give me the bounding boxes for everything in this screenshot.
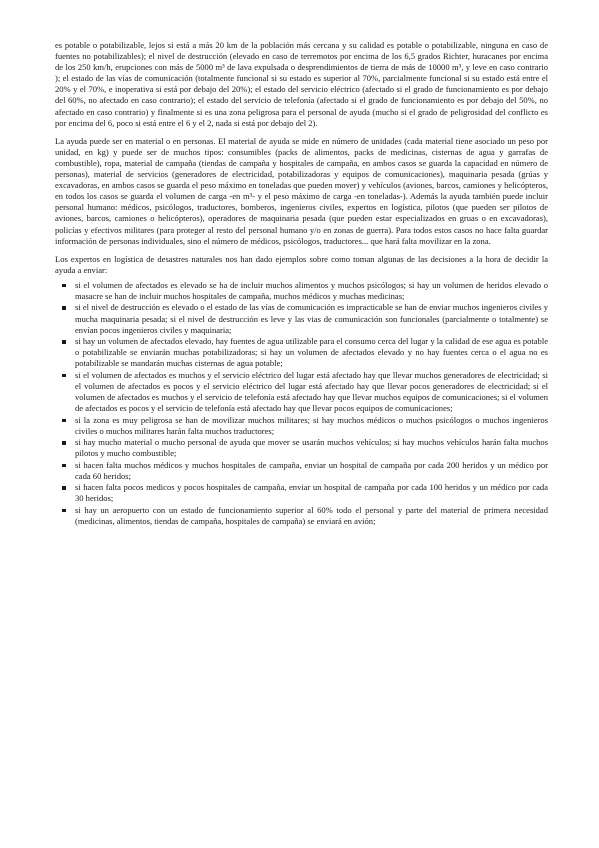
list-item: si hay mucho material o mucho personal de ayuda que mover se usarán muchos vehículos; si hay muchos vehículos harán falta muchos pilotos y mucho combustible; <box>75 437 548 459</box>
list-item: si el volumen de afectados es elevado se ha de incluir muchos alimentos y muchos psicólogos; si hay un volumen de heridos elevado o masacre se han de incluir muchos hospitales de campaña, muchos médicos y muchas medicinas; <box>75 279 548 301</box>
paragraph-criteria: es potable o potabilizable, lejos si está a más 20 km de la población más cercana y su calidad es potable o potabilizable, ninguna en caso de fuentes no potabilizables); el nivel de destrucción (elevado en caso de terremotos por encima de los 6,5 grados Richter, huracanes por encima de los 250 km/h, erupciones con más de 5000 m³ de lava expulsada o desprendimientos de tierra de más de 10000 m³, y leve en caso contrario ); el estado de las vías de comunicación (totalmente funcional si su estado es superior al 70%, parcialmente funcional si su estado está entre el 20% y el 70%, e inoperativa si está por debajo del 20%); el estado del servicio eléctrico (afectado si el grado de funcionamiento es por debajo del 60%, no afectado en caso contrario); el estado del servicio de telefonía (afectado si el grado de funcionamiento es por debajo del 50%, no afectado en caso contrario) y finalmente si es una zona peligrosa para el personal de ayuda (mucho si el grado de peligrosidad del conflicto es por encima del 6, poco si está entre el 6 y el 2, nada si está por debajo del 2). <box>55 40 548 128</box>
list-item: si hacen falta muchos médicos y muchos hospitales de campaña, enviar un hospital de campaña por cada 200 heridos y un médico por cada 60 heridos; <box>75 459 548 481</box>
paragraph-aid-types: La ayuda puede ser en material o en personas. El material de ayuda se mide en número de unidades (cada material tiene asociado un peso por unidad, en kg) y puede ser de muchos tipos: consumibles (packs de alimentos, packs de medicinas, cisternas de agua y garrafas de combustible), ropa, material de campaña (tiendas de campaña y hospitales de campaña, en ambos casos se guarda la capacidad en número de personas), material de servicios (generadores de electricidad, potabilizadoras y equipos de comunicaciones), maquinaria pesada (grúas y excavadoras, en ambos casos se guarda el peso máximo en toneladas que pueden mover) y vehículos (aviones, barcos, camiones y helicópteros, en todos los casos se guarda el volumen de carga -en m³- y el peso máximo de carga -en toneladas-). Además la ayuda también puede incluir personal humano: médicos, psicólogos, traductores, bomberos, ingenieros civiles, expertos en logística, pilotos (que pueden ser pilotos de aviones, barcos, camiones o helicópteros), operadores de maquinaria pesada (que pueden estar especializados en gruas o en excavadoras), policías y efectivos militares (para proteger al resto del personal humano y/o en zonas de guerra). Para todos estos casos no hace falta guardar información de personas individuales, sino el número de médicos, psicólogos, traductores... que hará falta movilizar en la zona. <box>55 135 548 246</box>
document-page <box>55 40 548 527</box>
list-item: si la zona es muy peligrosa se han de movilizar muchos militares; si hay muchos médicos o muchos psicólogos o muchos ingenieros civiles o muchos militares harán falta muchos traductores; <box>75 414 548 436</box>
list-item: si el volumen de afectados es muchos y el servicio eléctrico del lugar está afectado hay que llevar muchos generadores de electricidad; si el volumen de afectados es pocos y el servicio eléctrico del lugar está afectado hay que llevar pocos generadores de electricidad; si el volumen de afectados es muchos y el servicio de telefonía está afectado hay que llevar muchos equipos de comunicaciones; si el volumen de afectados es pocos y el servicio de telefonía está afectado hay que llevar pocos equipos de comunicaciones; <box>75 369 548 414</box>
paragraph-experts-intro: Los expertos en logística de desastres naturales nos han dado ejemplos sobre como toman algunas de las decisiones a la hora de decidir la ayuda a enviar: <box>55 253 548 275</box>
list-item: si hay un aeropuerto con un estado de funcionamiento superior al 60% todo el personal y parte del material de primera necesidad (medicinas, alimentos, tiendas de campaña, hospitales de campaña) se enviará en avión; <box>75 504 548 526</box>
list-item: si hacen falta pocos medicos y pocos hospitales de campaña, enviar un hospital de campaña por cada 100 heridos y un médico por cada 30 heridos; <box>75 482 548 504</box>
decision-rules-list <box>55 280 548 527</box>
list-item: si hay un volumen de afectados elevado, hay fuentes de agua utilizable para el consumo cerca del lugar y la calidad de ese agua es potable o potabilizable se enviarán muchas potabilizadoras; si hay un volumen de afectados elevado y no hay fuentes cerca o el agua no es potabilizable se mandarán muchas cisternas de agua potable; <box>75 336 548 369</box>
list-item: si el nivel de destrucción es elevado o el estado de las vías de comunicación es impracticable se han de enviar muchos ingenieros civiles y mucha maquinaria pesada; si el nivel de destrucción es leve y las vias de comunicación son funcionales (parcialmente o totalmente) se envían pocos ingenieros civiles y maquinaria; <box>75 302 548 335</box>
